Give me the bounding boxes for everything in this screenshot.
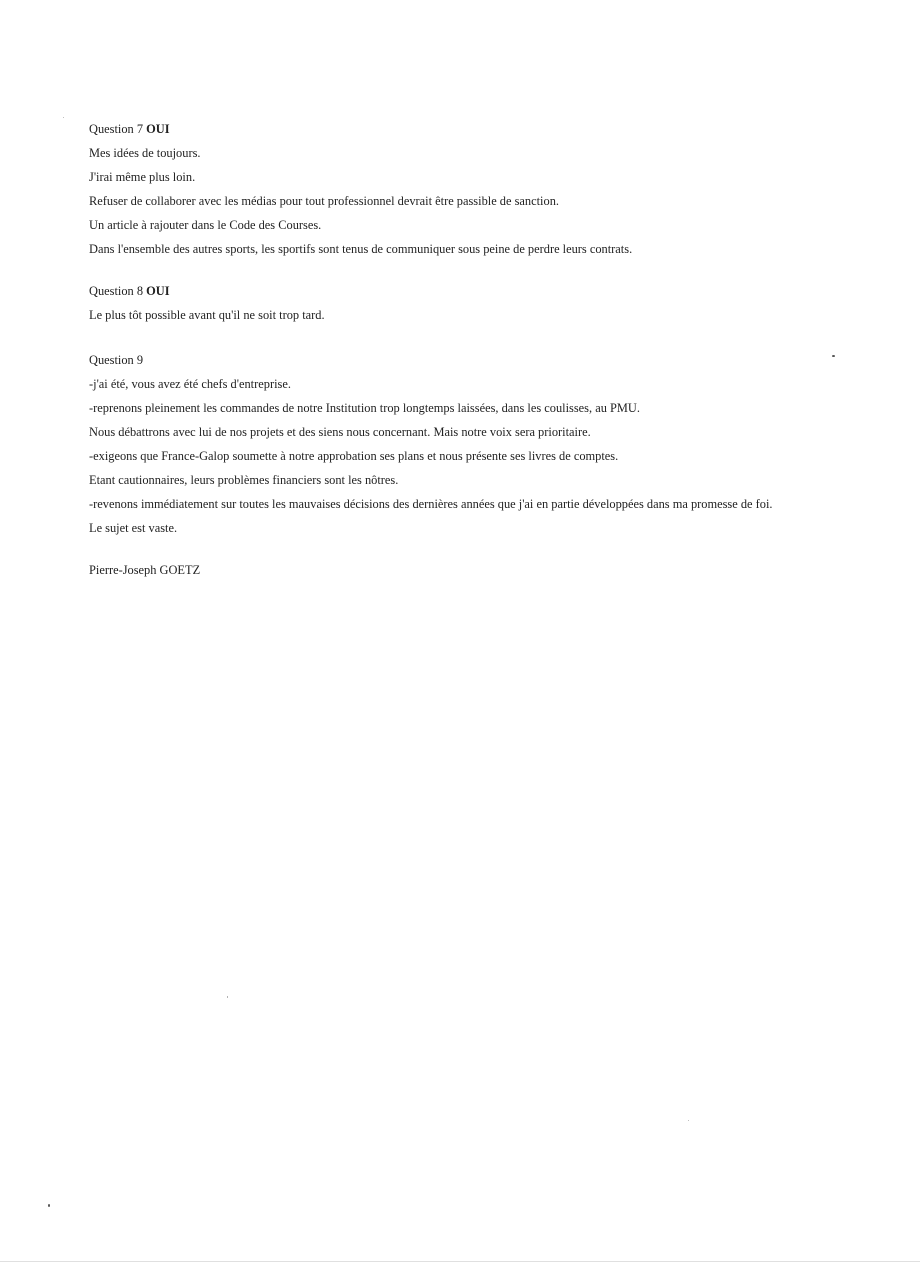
- question-7-line: J'irai même plus loin.: [89, 170, 196, 184]
- scan-speck: [688, 1120, 689, 1121]
- question-7-label: Question 7: [89, 122, 144, 136]
- question-9-line: Etant cautionnaires, leurs problèmes financiers sont les nôtres.: [89, 473, 399, 487]
- question-7-line: Un article à rajouter dans le Code des Courses.: [89, 218, 322, 232]
- question-8-heading: [89, 284, 789, 299]
- question-7-line: Dans l'ensemble des autres sports, les sportifs sont tenus de communiquer sous peine de perdre leurs contrats.: [89, 242, 633, 256]
- question-9-line: -exigeons que France-Galop soumette à notre approbation ses plans et nous présente ses livres de comptes.: [89, 449, 619, 463]
- question-9-label: Question 9: [89, 353, 144, 367]
- question-7-line: Mes idées de toujours.: [89, 146, 201, 160]
- question-9-line: -reprenons pleinement les commandes de notre Institution trop longtemps laissées, dans les coulisses, au PMU.: [89, 401, 640, 415]
- question-7-line: Refuser de collaborer avec les médias pour tout professionnel devrait être passible de sanction.: [89, 194, 559, 208]
- question-7-section: [89, 122, 789, 257]
- scan-speck: [227, 996, 228, 998]
- question-9-line: Nous débattrons avec lui de nos projets et des siens nous concernant. Mais notre voix sera prioritaire.: [89, 425, 591, 439]
- scan-speck: [48, 1204, 50, 1207]
- question-8-answer: OUI: [146, 284, 170, 298]
- question-8-label: Question 8: [89, 284, 144, 298]
- question-9-line: Le sujet est vaste.: [89, 521, 178, 535]
- document-body: [89, 122, 789, 587]
- question-9-line: -revenons immédiatement sur toutes les mauvaises décisions des dernières années que j'ai en partie développées dans ma promesse de foi.: [89, 497, 773, 511]
- question-8-section: [89, 284, 789, 323]
- question-9-section: [89, 353, 789, 536]
- question-8-line: Le plus tôt possible avant qu'il ne soit trop tard.: [89, 308, 325, 322]
- question-7-heading: [89, 122, 789, 137]
- scan-speck: [832, 355, 835, 357]
- question-9-heading: [89, 353, 789, 368]
- question-7-answer: OUI: [146, 122, 170, 136]
- page-edge-line: [0, 1261, 920, 1262]
- question-9-line: -j'ai été, vous avez été chefs d'entreprise.: [89, 377, 291, 391]
- signature-name: Pierre-Joseph GOETZ: [89, 563, 201, 577]
- signature-section: [89, 563, 789, 578]
- scan-speck: [63, 117, 64, 118]
